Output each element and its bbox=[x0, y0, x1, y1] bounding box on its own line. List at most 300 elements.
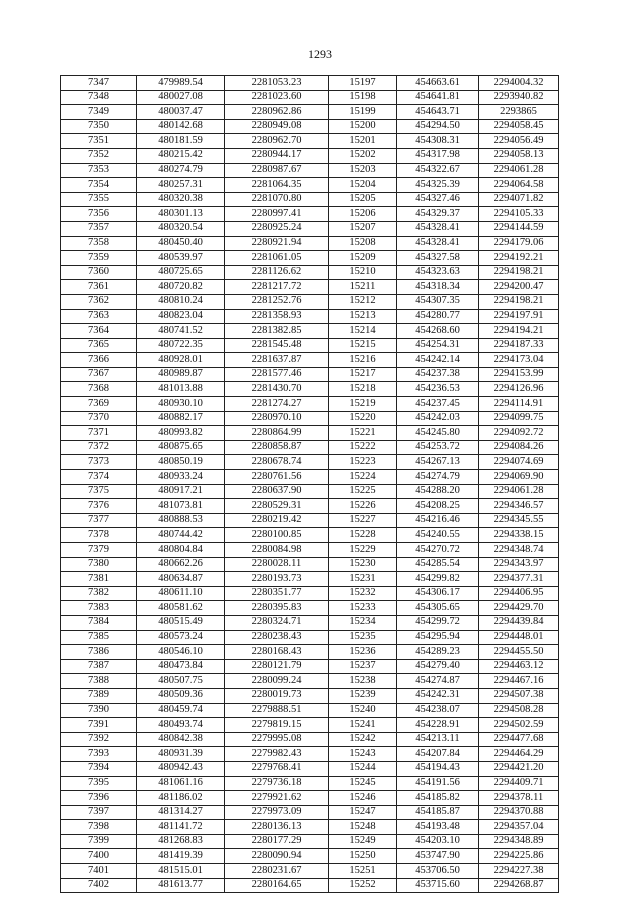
cell-point-id-b: 15240 bbox=[329, 703, 397, 718]
cell-point-id-a: 7374 bbox=[61, 470, 137, 485]
cell-point-id-b: 15215 bbox=[329, 338, 397, 353]
table-row bbox=[61, 470, 559, 485]
cell-easting-b: 454268.60 bbox=[397, 324, 479, 339]
cell-point-id-b: 15248 bbox=[329, 820, 397, 835]
coordinates-table-body bbox=[61, 76, 559, 893]
cell-northing-b: 2294056.49 bbox=[479, 134, 559, 149]
cell-point-id-b: 15246 bbox=[329, 791, 397, 806]
cell-point-id-a: 7357 bbox=[61, 221, 137, 236]
cell-easting-b: 454295.94 bbox=[397, 630, 479, 645]
cell-easting-a: 480320.54 bbox=[137, 221, 225, 236]
cell-easting-a: 480917.21 bbox=[137, 484, 225, 499]
cell-easting-b: 454279.40 bbox=[397, 659, 479, 674]
table-row bbox=[61, 703, 559, 718]
cell-point-id-b: 15235 bbox=[329, 630, 397, 645]
cell-northing-b: 2294198.21 bbox=[479, 265, 559, 280]
cell-northing-a: 2280164.65 bbox=[225, 878, 329, 893]
cell-northing-a: 2280529.31 bbox=[225, 499, 329, 514]
cell-easting-a: 480634.87 bbox=[137, 572, 225, 587]
cell-point-id-b: 15210 bbox=[329, 265, 397, 280]
cell-easting-b: 454242.03 bbox=[397, 411, 479, 426]
cell-northing-a: 2280949.08 bbox=[225, 119, 329, 134]
cell-easting-a: 480928.01 bbox=[137, 353, 225, 368]
cell-easting-b: 454323.63 bbox=[397, 265, 479, 280]
cell-point-id-a: 7359 bbox=[61, 251, 137, 266]
cell-northing-a: 2281053.23 bbox=[225, 76, 329, 91]
cell-point-id-b: 15201 bbox=[329, 134, 397, 149]
cell-point-id-b: 15250 bbox=[329, 849, 397, 864]
cell-easting-b: 454299.82 bbox=[397, 572, 479, 587]
table-row bbox=[61, 776, 559, 791]
cell-easting-a: 480850.19 bbox=[137, 455, 225, 470]
cell-easting-b: 454194.43 bbox=[397, 761, 479, 776]
cell-point-id-a: 7402 bbox=[61, 878, 137, 893]
cell-easting-a: 480744.42 bbox=[137, 528, 225, 543]
table-row bbox=[61, 674, 559, 689]
table-row bbox=[61, 148, 559, 163]
cell-point-id-b: 15238 bbox=[329, 674, 397, 689]
cell-northing-b: 2294004.32 bbox=[479, 76, 559, 91]
table-row bbox=[61, 601, 559, 616]
cell-northing-a: 2280100.85 bbox=[225, 528, 329, 543]
cell-point-id-b: 15229 bbox=[329, 543, 397, 558]
cell-easting-a: 480720.82 bbox=[137, 280, 225, 295]
table-row bbox=[61, 207, 559, 222]
cell-point-id-a: 7369 bbox=[61, 397, 137, 412]
cell-easting-b: 454242.31 bbox=[397, 688, 479, 703]
cell-easting-b: 454328.41 bbox=[397, 221, 479, 236]
cell-northing-b: 2294061.28 bbox=[479, 484, 559, 499]
table-row bbox=[61, 397, 559, 412]
coordinates-table bbox=[60, 75, 559, 893]
cell-easting-b: 454270.72 bbox=[397, 543, 479, 558]
cell-northing-b: 2294061.28 bbox=[479, 163, 559, 178]
cell-point-id-a: 7349 bbox=[61, 105, 137, 120]
table-row bbox=[61, 688, 559, 703]
table-row bbox=[61, 878, 559, 893]
cell-northing-a: 2280177.29 bbox=[225, 834, 329, 849]
cell-point-id-b: 15252 bbox=[329, 878, 397, 893]
cell-easting-b: 454663.61 bbox=[397, 76, 479, 91]
cell-northing-b: 2294153.99 bbox=[479, 367, 559, 382]
cell-northing-a: 2280864.99 bbox=[225, 426, 329, 441]
cell-point-id-b: 15234 bbox=[329, 615, 397, 630]
cell-northing-a: 2281430.70 bbox=[225, 382, 329, 397]
cell-easting-a: 480181.59 bbox=[137, 134, 225, 149]
cell-northing-a: 2281637.87 bbox=[225, 353, 329, 368]
cell-northing-a: 2280193.73 bbox=[225, 572, 329, 587]
cell-point-id-b: 15245 bbox=[329, 776, 397, 791]
cell-easting-a: 481186.02 bbox=[137, 791, 225, 806]
table-row bbox=[61, 732, 559, 747]
cell-point-id-a: 7399 bbox=[61, 834, 137, 849]
cell-northing-a: 2280962.86 bbox=[225, 105, 329, 120]
cell-point-id-b: 15221 bbox=[329, 426, 397, 441]
cell-point-id-b: 15203 bbox=[329, 163, 397, 178]
cell-northing-b: 2294192.21 bbox=[479, 251, 559, 266]
cell-point-id-b: 15216 bbox=[329, 353, 397, 368]
table-row bbox=[61, 294, 559, 309]
cell-point-id-b: 15228 bbox=[329, 528, 397, 543]
table-row bbox=[61, 572, 559, 587]
cell-easting-b: 454274.79 bbox=[397, 470, 479, 485]
table-row bbox=[61, 586, 559, 601]
cell-easting-b: 454317.98 bbox=[397, 148, 479, 163]
cell-point-id-b: 15204 bbox=[329, 178, 397, 193]
cell-easting-a: 480515.49 bbox=[137, 615, 225, 630]
cell-easting-b: 454280.77 bbox=[397, 309, 479, 324]
cell-point-id-a: 7393 bbox=[61, 747, 137, 762]
cell-northing-b: 2294173.04 bbox=[479, 353, 559, 368]
cell-easting-b: 454305.65 bbox=[397, 601, 479, 616]
page-number: 1293 bbox=[308, 47, 332, 61]
cell-easting-b: 454254.31 bbox=[397, 338, 479, 353]
table-row bbox=[61, 134, 559, 149]
table-row bbox=[61, 864, 559, 879]
cell-northing-a: 2279736.18 bbox=[225, 776, 329, 791]
table-row bbox=[61, 543, 559, 558]
cell-point-id-a: 7361 bbox=[61, 280, 137, 295]
cell-point-id-b: 15249 bbox=[329, 834, 397, 849]
table-row bbox=[61, 105, 559, 120]
cell-easting-a: 480142.68 bbox=[137, 119, 225, 134]
cell-point-id-a: 7371 bbox=[61, 426, 137, 441]
cell-point-id-a: 7376 bbox=[61, 499, 137, 514]
cell-northing-b: 2294378.11 bbox=[479, 791, 559, 806]
cell-point-id-a: 7354 bbox=[61, 178, 137, 193]
cell-northing-b: 2294463.12 bbox=[479, 659, 559, 674]
cell-point-id-b: 15217 bbox=[329, 367, 397, 382]
cell-point-id-a: 7368 bbox=[61, 382, 137, 397]
cell-point-id-b: 15230 bbox=[329, 557, 397, 572]
cell-northing-a: 2281064.35 bbox=[225, 178, 329, 193]
cell-easting-a: 480037.47 bbox=[137, 105, 225, 120]
cell-northing-a: 2281577.46 bbox=[225, 367, 329, 382]
table-row bbox=[61, 353, 559, 368]
cell-easting-b: 454240.55 bbox=[397, 528, 479, 543]
cell-point-id-a: 7396 bbox=[61, 791, 137, 806]
cell-easting-a: 481515.01 bbox=[137, 864, 225, 879]
table-row bbox=[61, 630, 559, 645]
cell-easting-a: 480930.10 bbox=[137, 397, 225, 412]
cell-point-id-b: 15219 bbox=[329, 397, 397, 412]
cell-point-id-a: 7350 bbox=[61, 119, 137, 134]
cell-northing-b: 2294179.06 bbox=[479, 236, 559, 251]
cell-easting-a: 480301.13 bbox=[137, 207, 225, 222]
cell-northing-b: 2294114.91 bbox=[479, 397, 559, 412]
cell-point-id-b: 15239 bbox=[329, 688, 397, 703]
cell-northing-b: 2294464.29 bbox=[479, 747, 559, 762]
cell-northing-a: 2281070.80 bbox=[225, 192, 329, 207]
cell-northing-b: 2294448.01 bbox=[479, 630, 559, 645]
cell-northing-a: 2280962.70 bbox=[225, 134, 329, 149]
cell-easting-b: 454237.38 bbox=[397, 367, 479, 382]
cell-easting-a: 480215.42 bbox=[137, 148, 225, 163]
cell-northing-a: 2280970.10 bbox=[225, 411, 329, 426]
cell-easting-b: 454299.72 bbox=[397, 615, 479, 630]
cell-northing-a: 2281023.60 bbox=[225, 90, 329, 105]
cell-northing-a: 2280084.98 bbox=[225, 543, 329, 558]
cell-northing-b: 2294144.59 bbox=[479, 221, 559, 236]
cell-point-id-a: 7352 bbox=[61, 148, 137, 163]
cell-point-id-a: 7380 bbox=[61, 557, 137, 572]
cell-northing-a: 2280099.24 bbox=[225, 674, 329, 689]
cell-easting-b: 454242.14 bbox=[397, 353, 479, 368]
cell-northing-b: 2294421.20 bbox=[479, 761, 559, 776]
cell-point-id-a: 7364 bbox=[61, 324, 137, 339]
cell-easting-b: 454325.39 bbox=[397, 178, 479, 193]
table-row bbox=[61, 367, 559, 382]
cell-point-id-b: 15243 bbox=[329, 747, 397, 762]
cell-northing-a: 2280219.42 bbox=[225, 513, 329, 528]
cell-northing-b: 2294467.16 bbox=[479, 674, 559, 689]
cell-northing-b: 2294429.70 bbox=[479, 601, 559, 616]
cell-easting-a: 480546.10 bbox=[137, 645, 225, 660]
table-row bbox=[61, 455, 559, 470]
cell-point-id-b: 15199 bbox=[329, 105, 397, 120]
cell-easting-a: 480942.43 bbox=[137, 761, 225, 776]
table-row bbox=[61, 90, 559, 105]
cell-easting-b: 454245.80 bbox=[397, 426, 479, 441]
table-row bbox=[61, 440, 559, 455]
table-row bbox=[61, 338, 559, 353]
cell-easting-a: 480581.62 bbox=[137, 601, 225, 616]
cell-easting-a: 481419.39 bbox=[137, 849, 225, 864]
table-row bbox=[61, 192, 559, 207]
cell-point-id-b: 15223 bbox=[329, 455, 397, 470]
cell-point-id-a: 7373 bbox=[61, 455, 137, 470]
table-row bbox=[61, 499, 559, 514]
cell-point-id-a: 7398 bbox=[61, 820, 137, 835]
cell-northing-a: 2280858.87 bbox=[225, 440, 329, 455]
cell-point-id-a: 7401 bbox=[61, 864, 137, 879]
cell-point-id-b: 15213 bbox=[329, 309, 397, 324]
cell-easting-a: 481141.72 bbox=[137, 820, 225, 835]
table-row bbox=[61, 718, 559, 733]
cell-point-id-b: 15214 bbox=[329, 324, 397, 339]
cell-northing-b: 2294126.96 bbox=[479, 382, 559, 397]
cell-northing-a: 2280921.94 bbox=[225, 236, 329, 251]
cell-easting-a: 480257.31 bbox=[137, 178, 225, 193]
cell-northing-b: 2294064.58 bbox=[479, 178, 559, 193]
cell-northing-a: 2280238.43 bbox=[225, 630, 329, 645]
table-row bbox=[61, 426, 559, 441]
cell-point-id-a: 7347 bbox=[61, 76, 137, 91]
cell-easting-a: 480933.24 bbox=[137, 470, 225, 485]
cell-point-id-a: 7370 bbox=[61, 411, 137, 426]
cell-northing-b: 2294227.38 bbox=[479, 864, 559, 879]
cell-point-id-a: 7381 bbox=[61, 572, 137, 587]
cell-point-id-a: 7385 bbox=[61, 630, 137, 645]
cell-easting-a: 480662.26 bbox=[137, 557, 225, 572]
cell-northing-b: 2294197.91 bbox=[479, 309, 559, 324]
cell-point-id-b: 15251 bbox=[329, 864, 397, 879]
cell-northing-a: 2280168.43 bbox=[225, 645, 329, 660]
cell-northing-b: 2294502.59 bbox=[479, 718, 559, 733]
table-row bbox=[61, 280, 559, 295]
cell-northing-a: 2281126.62 bbox=[225, 265, 329, 280]
cell-easting-b: 454208.25 bbox=[397, 499, 479, 514]
cell-point-id-a: 7400 bbox=[61, 849, 137, 864]
cell-northing-b: 2294507.38 bbox=[479, 688, 559, 703]
table-row bbox=[61, 820, 559, 835]
cell-northing-a: 2279995.08 bbox=[225, 732, 329, 747]
cell-point-id-b: 15198 bbox=[329, 90, 397, 105]
cell-northing-a: 2280637.90 bbox=[225, 484, 329, 499]
cell-point-id-a: 7353 bbox=[61, 163, 137, 178]
cell-easting-a: 480875.65 bbox=[137, 440, 225, 455]
table-row bbox=[61, 119, 559, 134]
cell-point-id-b: 15226 bbox=[329, 499, 397, 514]
cell-point-id-a: 7365 bbox=[61, 338, 137, 353]
cell-point-id-b: 15206 bbox=[329, 207, 397, 222]
cell-easting-b: 454193.48 bbox=[397, 820, 479, 835]
table-row bbox=[61, 557, 559, 572]
cell-northing-a: 2280324.71 bbox=[225, 615, 329, 630]
cell-northing-a: 2280351.77 bbox=[225, 586, 329, 601]
table-row bbox=[61, 645, 559, 660]
cell-point-id-a: 7366 bbox=[61, 353, 137, 368]
cell-northing-b: 2294225.86 bbox=[479, 849, 559, 864]
cell-northing-b: 2294377.31 bbox=[479, 572, 559, 587]
cell-northing-b: 2294439.84 bbox=[479, 615, 559, 630]
cell-northing-b: 2294346.57 bbox=[479, 499, 559, 514]
cell-easting-a: 480804.84 bbox=[137, 543, 225, 558]
cell-northing-a: 2281274.27 bbox=[225, 397, 329, 412]
cell-easting-a: 480027.08 bbox=[137, 90, 225, 105]
cell-northing-b: 2294058.13 bbox=[479, 148, 559, 163]
cell-northing-a: 2279973.09 bbox=[225, 805, 329, 820]
cell-easting-a: 480507.75 bbox=[137, 674, 225, 689]
cell-point-id-b: 15205 bbox=[329, 192, 397, 207]
cell-easting-b: 454213.11 bbox=[397, 732, 479, 747]
cell-easting-a: 480320.38 bbox=[137, 192, 225, 207]
cell-easting-a: 480810.24 bbox=[137, 294, 225, 309]
cell-point-id-a: 7358 bbox=[61, 236, 137, 251]
cell-point-id-b: 15208 bbox=[329, 236, 397, 251]
cell-northing-b: 2293865 bbox=[479, 105, 559, 120]
cell-northing-a: 2280019.73 bbox=[225, 688, 329, 703]
table-row bbox=[61, 236, 559, 251]
cell-northing-a: 2280997.41 bbox=[225, 207, 329, 222]
cell-easting-b: 454307.35 bbox=[397, 294, 479, 309]
cell-point-id-a: 7367 bbox=[61, 367, 137, 382]
cell-northing-b: 2293940.82 bbox=[479, 90, 559, 105]
cell-easting-b: 454285.54 bbox=[397, 557, 479, 572]
cell-point-id-a: 7387 bbox=[61, 659, 137, 674]
cell-northing-a: 2281382.85 bbox=[225, 324, 329, 339]
table-row bbox=[61, 324, 559, 339]
cell-easting-b: 454274.87 bbox=[397, 674, 479, 689]
cell-easting-b: 454253.72 bbox=[397, 440, 479, 455]
cell-easting-a: 480842.38 bbox=[137, 732, 225, 747]
cell-point-id-b: 15202 bbox=[329, 148, 397, 163]
cell-easting-b: 454327.58 bbox=[397, 251, 479, 266]
cell-easting-b: 454288.20 bbox=[397, 484, 479, 499]
table-row bbox=[61, 615, 559, 630]
cell-easting-b: 454306.17 bbox=[397, 586, 479, 601]
cell-point-id-a: 7384 bbox=[61, 615, 137, 630]
cell-point-id-b: 15244 bbox=[329, 761, 397, 776]
cell-easting-b: 454643.71 bbox=[397, 105, 479, 120]
cell-easting-b: 454322.67 bbox=[397, 163, 479, 178]
cell-point-id-b: 15197 bbox=[329, 76, 397, 91]
cell-point-id-b: 15225 bbox=[329, 484, 397, 499]
cell-northing-a: 2281252.76 bbox=[225, 294, 329, 309]
cell-northing-a: 2281358.93 bbox=[225, 309, 329, 324]
cell-point-id-b: 15236 bbox=[329, 645, 397, 660]
cell-point-id-a: 7377 bbox=[61, 513, 137, 528]
cell-point-id-a: 7390 bbox=[61, 703, 137, 718]
cell-northing-a: 2280231.67 bbox=[225, 864, 329, 879]
cell-point-id-a: 7386 bbox=[61, 645, 137, 660]
table-row bbox=[61, 513, 559, 528]
cell-easting-a: 480611.10 bbox=[137, 586, 225, 601]
cell-point-id-b: 15247 bbox=[329, 805, 397, 820]
cell-northing-a: 2280925.24 bbox=[225, 221, 329, 236]
cell-easting-b: 454237.45 bbox=[397, 397, 479, 412]
cell-easting-a: 480473.84 bbox=[137, 659, 225, 674]
cell-easting-a: 481073.81 bbox=[137, 499, 225, 514]
cell-northing-a: 2280987.67 bbox=[225, 163, 329, 178]
cell-point-id-a: 7394 bbox=[61, 761, 137, 776]
cell-northing-b: 2294084.26 bbox=[479, 440, 559, 455]
cell-northing-a: 2280028.11 bbox=[225, 557, 329, 572]
table-row bbox=[61, 659, 559, 674]
cell-easting-b: 454289.23 bbox=[397, 645, 479, 660]
cell-northing-a: 2279921.62 bbox=[225, 791, 329, 806]
cell-point-id-a: 7378 bbox=[61, 528, 137, 543]
cell-point-id-a: 7388 bbox=[61, 674, 137, 689]
cell-point-id-b: 15211 bbox=[329, 280, 397, 295]
cell-easting-b: 454203.10 bbox=[397, 834, 479, 849]
cell-easting-b: 453706.50 bbox=[397, 864, 479, 879]
cell-point-id-a: 7379 bbox=[61, 543, 137, 558]
table-row bbox=[61, 382, 559, 397]
cell-point-id-b: 15209 bbox=[329, 251, 397, 266]
cell-point-id-a: 7397 bbox=[61, 805, 137, 820]
table-row bbox=[61, 251, 559, 266]
cell-easting-b: 454267.13 bbox=[397, 455, 479, 470]
cell-easting-b: 454236.53 bbox=[397, 382, 479, 397]
table-row bbox=[61, 747, 559, 762]
cell-point-id-a: 7389 bbox=[61, 688, 137, 703]
cell-northing-a: 2281217.72 bbox=[225, 280, 329, 295]
cell-northing-a: 2279768.41 bbox=[225, 761, 329, 776]
cell-northing-b: 2294406.95 bbox=[479, 586, 559, 601]
cell-point-id-a: 7391 bbox=[61, 718, 137, 733]
cell-northing-a: 2281061.05 bbox=[225, 251, 329, 266]
cell-easting-b: 454185.82 bbox=[397, 791, 479, 806]
cell-northing-b: 2294105.33 bbox=[479, 207, 559, 222]
cell-easting-a: 481061.16 bbox=[137, 776, 225, 791]
cell-point-id-a: 7351 bbox=[61, 134, 137, 149]
cell-easting-b: 454185.87 bbox=[397, 805, 479, 820]
cell-point-id-b: 15224 bbox=[329, 470, 397, 485]
cell-northing-b: 2294071.82 bbox=[479, 192, 559, 207]
cell-point-id-b: 15231 bbox=[329, 572, 397, 587]
cell-northing-a: 2279888.51 bbox=[225, 703, 329, 718]
cell-point-id-b: 15212 bbox=[329, 294, 397, 309]
cell-point-id-a: 7355 bbox=[61, 192, 137, 207]
table-row bbox=[61, 76, 559, 91]
cell-northing-a: 2280136.13 bbox=[225, 820, 329, 835]
cell-northing-a: 2279982.43 bbox=[225, 747, 329, 762]
cell-easting-a: 480888.53 bbox=[137, 513, 225, 528]
cell-easting-a: 481613.77 bbox=[137, 878, 225, 893]
table-row bbox=[61, 849, 559, 864]
cell-northing-b: 2294477.68 bbox=[479, 732, 559, 747]
